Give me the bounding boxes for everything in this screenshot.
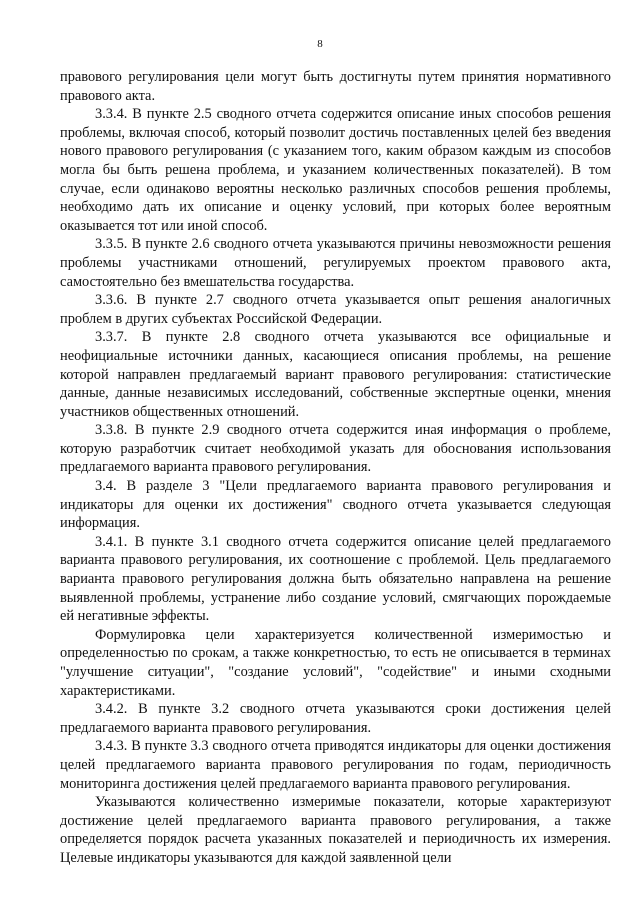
paragraph-3-4-1: 3.4.1. В пункте 3.1 сводного отчета содержится описание целей предлагаемого варианта правового регулирования, их соотношение с проблемой. Цель предлагаемого варианта правового регулирования должна быть обязательно направлена на решение выявленной проблемы, устранение либо создание условий, смягчающих порождаемые ей негативные эффекты. <box>60 533 611 625</box>
document-body <box>60 68 611 868</box>
paragraph-3-3-6: 3.3.6. В пункте 2.7 сводного отчета указывается опыт решения аналогичных проблем в других субъектах Российской Федерации. <box>60 292 611 327</box>
paragraph-3-3-7: 3.3.7. В пункте 2.8 сводного отчета указываются все официальные и неофициальные источники данных, касающиеся описания проблемы, на решение которой направлен предлагаемый вариант правового регулирования: статистические данные, данные независимых исследований, собственные экспертные оценки, мнения участников общественных отношений. <box>60 329 611 420</box>
paragraph-3-4-2: 3.4.2. В пункте 3.2 сводного отчета указываются сроки достижения целей предлагаемого варианта правового регулирования. <box>60 701 611 736</box>
paragraph-3-3-4: 3.3.4. В пункте 2.5 сводного отчета содержится описание иных способов решения проблемы, включая способ, который позволит достичь поставленных целей без введения нового правового регулирования (с указанием того, каким образом каждым из способов могла бы быть решена проблема, и указанием количественных показателей). В том случае, если одинаково вероятны несколько различных способов решения проблемы, необходимо дать их описание и оценку условий, при которых более вероятным оказывается тот или иной способ. <box>60 106 611 234</box>
page-number: 8 <box>317 38 323 50</box>
paragraph-3-4: 3.4. В разделе 3 "Цели предлагаемого варианта правового регулирования и индикаторы для оценки их достижения" сводного отчета указывается следующая информация. <box>60 478 611 532</box>
paragraph-3-4-3: 3.4.3. В пункте 3.3 сводного отчета приводятся индикаторы для оценки достижения целей предлагаемого варианта правового регулирования по годам, периодичность мониторинга достижения целей предлагаемого варианта правового регулирования. <box>60 738 611 792</box>
paragraph-3-3-8: 3.3.8. В пункте 2.9 сводного отчета содержится иная информация о проблеме, которую разработчик считает необходимой указать для обоснования использования предлагаемого варианта правового регулирования. <box>60 422 611 476</box>
paragraph-3-3-5: 3.3.5. В пункте 2.6 сводного отчета указываются причины невозможности решения проблемы участниками отношений, регулируемых проектом правового акта, самостоятельно без вмешательства государства. <box>60 236 611 290</box>
paragraph-indicators: Указываются количественно измеримые показатели, которые характеризуют достижение целей предлагаемого варианта правового регулирования, а также определяется порядок расчета указанных показателей и периодичность их измерения. Целевые индикаторы указываются для каждой заявленной цели <box>60 794 611 866</box>
paragraph-goal-formulation: Формулировка цели характеризуется количественной измеримостью и определенностью по срокам, а также конкретностью, то есть не описывается в терминах "улучшение ситуации", "создание условий", "содействие" и иными сходными характеристиками. <box>60 626 611 699</box>
paragraph-continuation: правового регулирования цели могут быть достигнуты путем принятия нормативного правового акта. <box>60 69 611 104</box>
